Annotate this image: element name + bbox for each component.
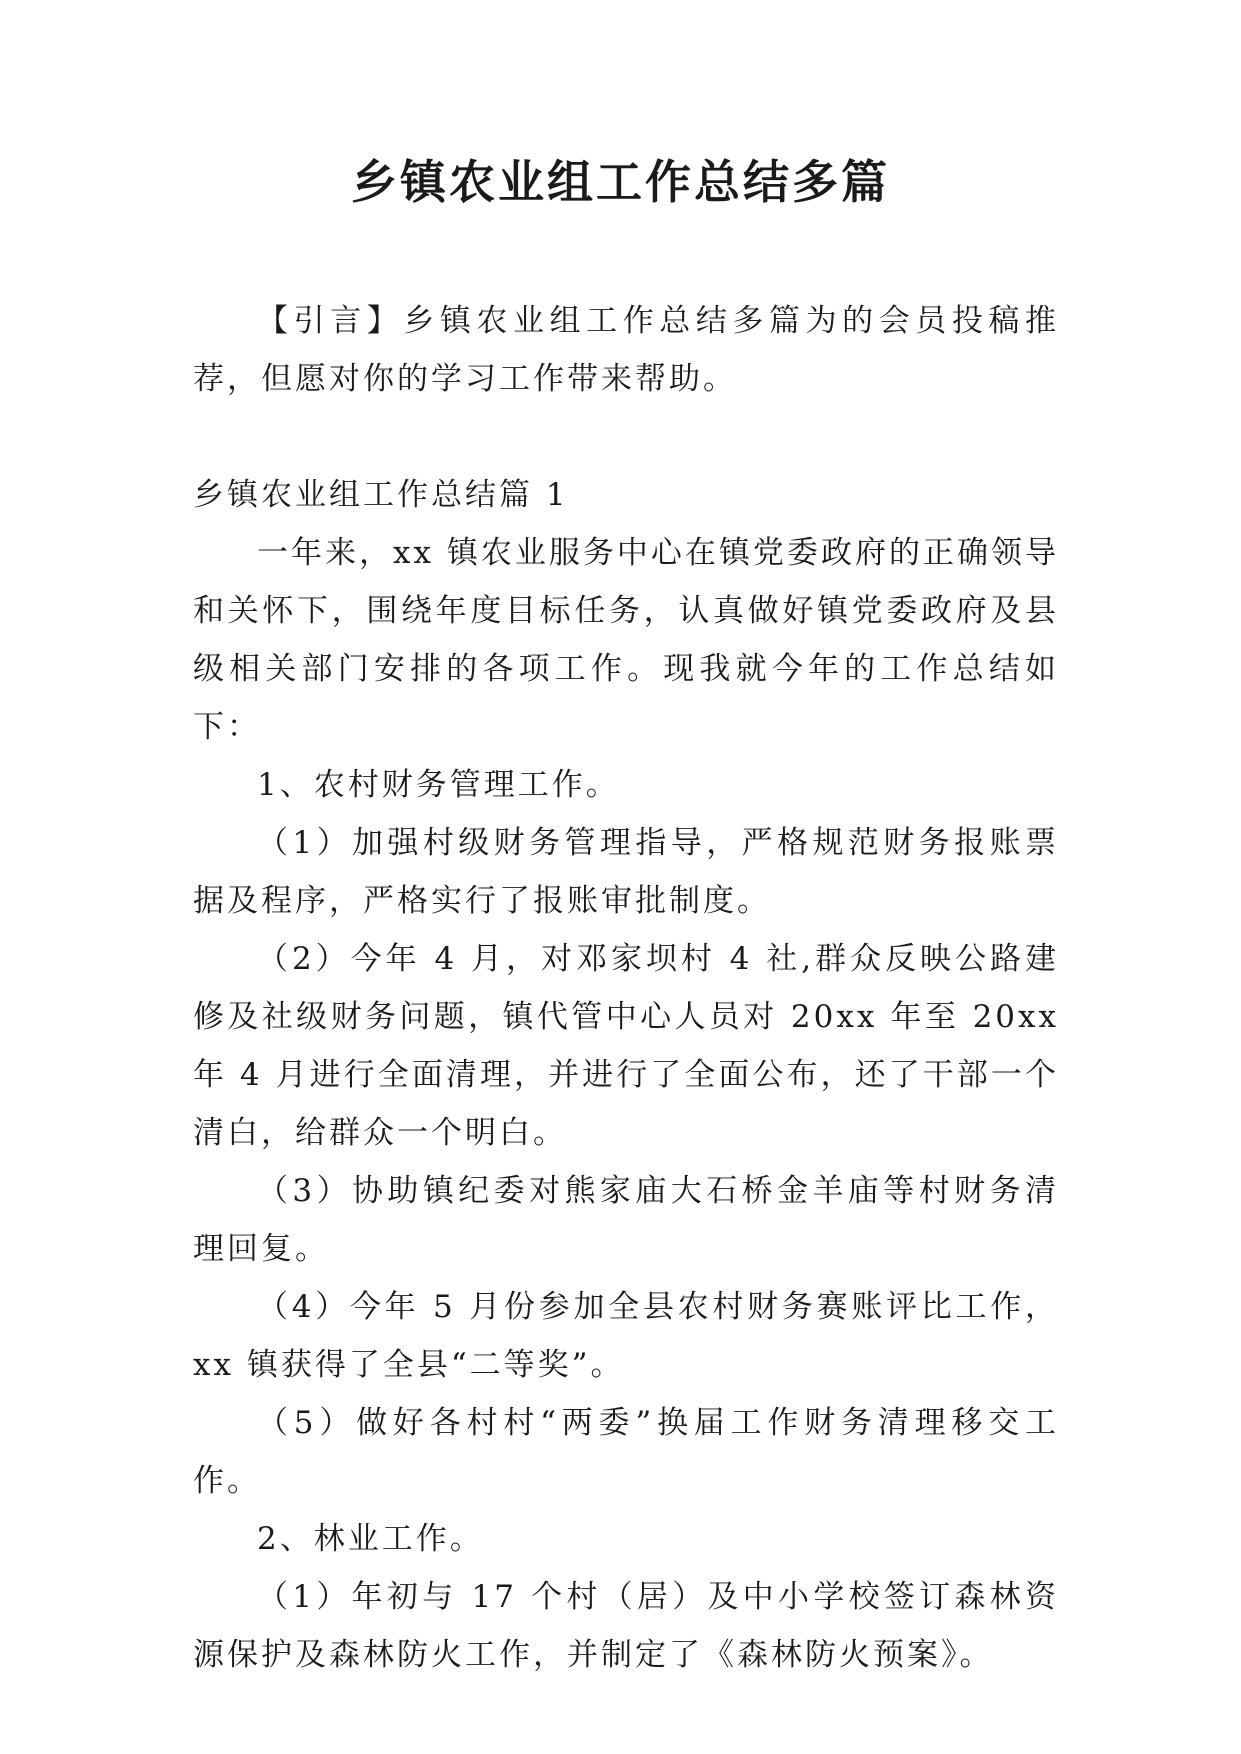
intro-paragraph: 【引言】乡镇农业组工作总结多篇为的会员投稿推荐，但愿对你的学习工作带来帮助。	[193, 303, 1059, 397]
paragraph: （1）加强村级财务管理指导，严格规范财务报账票据及程序，严格实行了报账审批制度。	[193, 825, 1059, 919]
paragraph: 1、农村财务管理工作。	[257, 767, 620, 803]
document-title: 乡镇农业组工作总结多篇	[351, 155, 890, 209]
paragraph: （5）做好各村村“两委”换届工作财务清理移交工作。	[193, 1405, 1059, 1499]
paragraph: （2）今年 4 月，对邓家坝村 4 社,群众反映公路建修及社级财务问题，镇代管中心人员对 20xx 年至 20xx 年 4 月进行全面清理，并进行了全面公布，还了干部一个清白，给群众一个明白。	[193, 941, 1059, 1151]
paragraph: （4）今年 5 月份参加全县农村财务赛账评比工作，xx 镇获得了全县“二等奖”。	[193, 1289, 1059, 1383]
paragraph: （1）年初与 17 个村（居）及中小学校签订森林资源保护及森林防火工作，并制定了《森林防火预案》。	[193, 1579, 1059, 1673]
paragraph: 2、林业工作。	[257, 1521, 484, 1557]
paragraph: 一年来，xx 镇农业服务中心在镇党委政府的正确领导和关怀下，围绕年度目标任务，认真做好镇党委政府及县级相关部门安排的各项工作。现我就今年的工作总结如下：	[193, 535, 1059, 745]
spacer	[193, 408, 1059, 466]
section-heading: 乡镇农业组工作总结篇 1	[193, 477, 569, 513]
paragraph: （3）协助镇纪委对熊家庙大石桥金羊庙等村财务清理回复。	[193, 1173, 1059, 1267]
document-body	[193, 292, 1059, 1684]
